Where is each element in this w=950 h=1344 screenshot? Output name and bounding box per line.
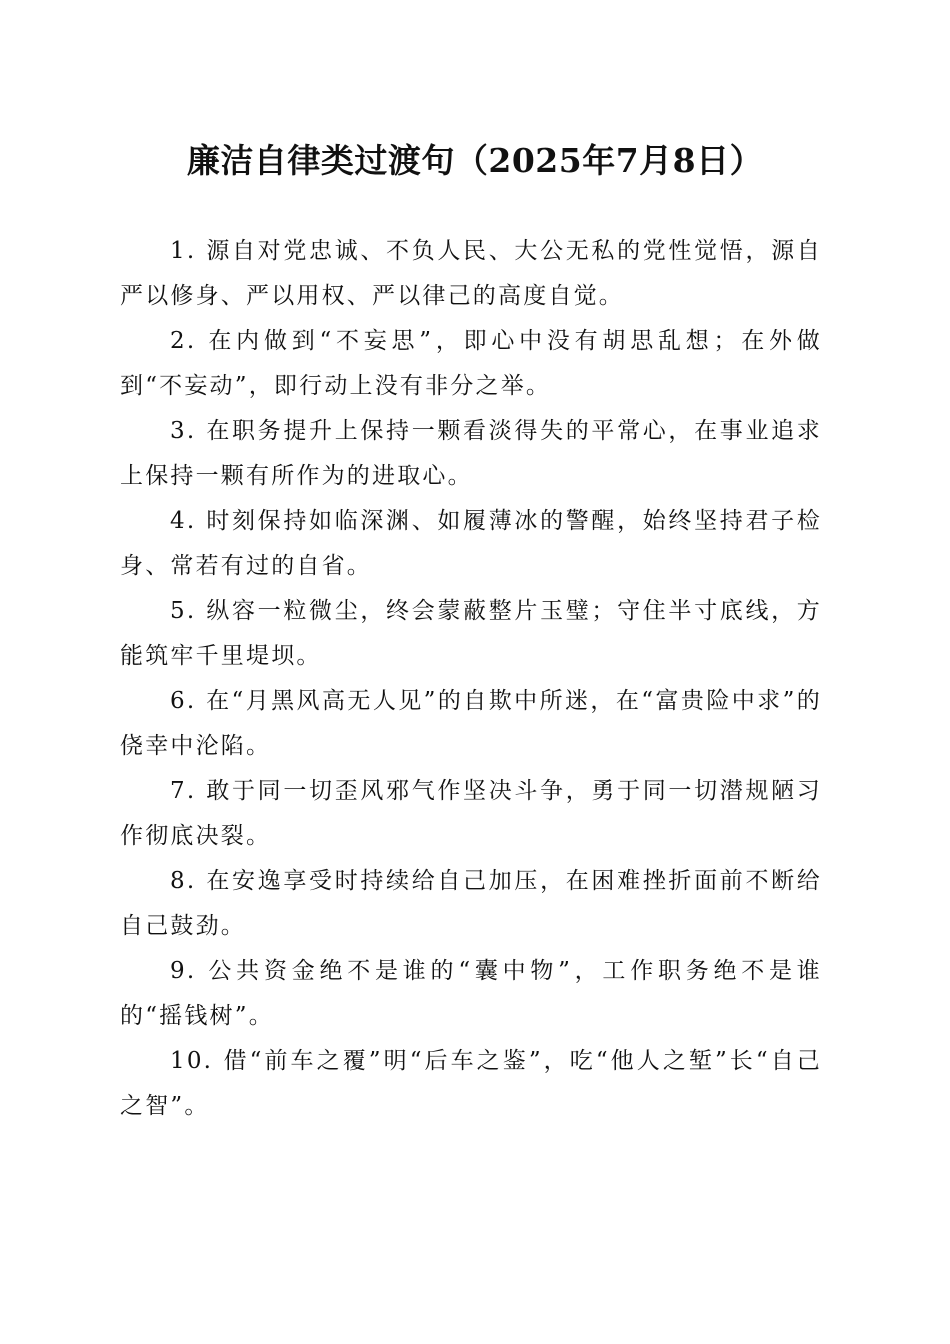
paragraph-5: 5. 纵容一粒微尘，终会蒙蔽整片玉璧；守住半寸底线，方能筑牢千里堤坝。 bbox=[120, 598, 822, 669]
paragraph-3: 3. 在职务提升上保持一颗看淡得失的平常心，在事业追求上保持一颗有所作为的进取心。 bbox=[120, 418, 822, 489]
paragraph-4: 4. 时刻保持如临深渊、如履薄冰的警醒，始终坚持君子检身、常若有过的自省。 bbox=[120, 508, 822, 579]
paragraph-6: 6. 在“月黑风高无人见”的自欺中所迷，在“富贵险中求”的侥幸中沦陷。 bbox=[120, 688, 822, 759]
document-body bbox=[120, 229, 822, 1129]
paragraph-10: 10. 借“前车之覆”明“后车之鉴”，吃“他人之堑”长“自己之智”。 bbox=[120, 1048, 822, 1119]
document-title: 廉洁自律类过渡句（2025年7月8日） bbox=[186, 141, 764, 180]
paragraph-8: 8. 在安逸享受时持续给自己加压，在困难挫折面前不断给自己鼓劲。 bbox=[120, 868, 822, 939]
paragraph-1: 1. 源自对党忠诚、不负人民、大公无私的党性觉悟，源自严以修身、严以用权、严以律己的高度自觉。 bbox=[120, 238, 822, 309]
paragraph-2: 2. 在内做到“不妄思”，即心中没有胡思乱想；在外做到“不妄动”，即行动上没有非分之举。 bbox=[120, 328, 822, 399]
paragraph-9: 9. 公共资金绝不是谁的“囊中物”，工作职务绝不是谁的“摇钱树”。 bbox=[120, 958, 822, 1029]
paragraph-7: 7. 敢于同一切歪风邪气作坚决斗争，勇于同一切潜规陋习作彻底决裂。 bbox=[120, 778, 822, 849]
